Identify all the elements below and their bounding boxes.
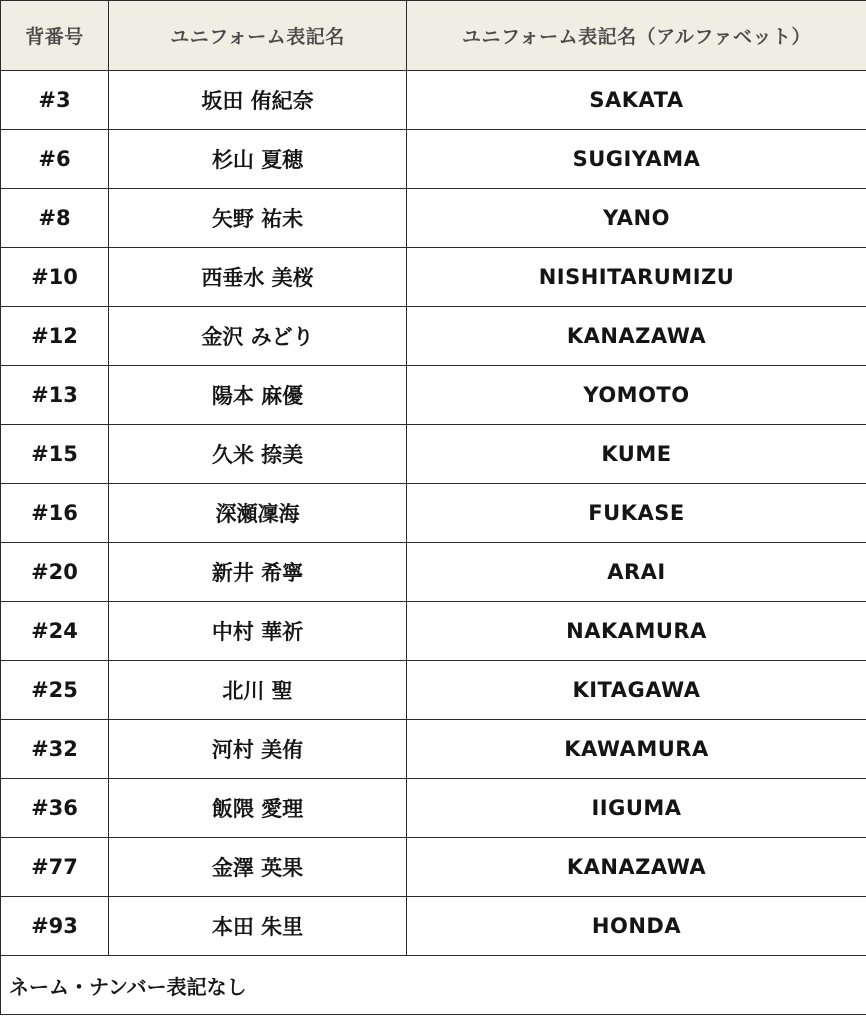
- cell-number: #15: [1, 425, 109, 484]
- cell-alpha-name: YOMOTO: [407, 366, 866, 425]
- table-row: [1, 602, 866, 661]
- table-row: [1, 425, 866, 484]
- cell-name: 河村 美侑: [109, 720, 407, 779]
- table-footer: [1, 956, 866, 1015]
- footer-note: ネーム・ナンバー表記なし: [1, 956, 866, 1015]
- table-row: [1, 543, 866, 602]
- cell-name: 飯隈 愛理: [109, 779, 407, 838]
- cell-name: 本田 朱里: [109, 897, 407, 956]
- header-uniform-name-alpha: ユニフォーム表記名（アルファベット）: [407, 1, 866, 71]
- cell-number: #77: [1, 838, 109, 897]
- cell-alpha-name: YANO: [407, 189, 866, 248]
- table-row: [1, 838, 866, 897]
- cell-name: 北川 聖: [109, 661, 407, 720]
- cell-number: #24: [1, 602, 109, 661]
- table-header: [1, 1, 866, 71]
- cell-name: 杉山 夏穂: [109, 130, 407, 189]
- cell-alpha-name: SAKATA: [407, 71, 866, 130]
- table-row: [1, 897, 866, 956]
- table-body: [1, 71, 866, 956]
- cell-alpha-name: NAKAMURA: [407, 602, 866, 661]
- cell-number: #93: [1, 897, 109, 956]
- cell-name: 陽本 麻優: [109, 366, 407, 425]
- table-row: [1, 189, 866, 248]
- table-row: [1, 71, 866, 130]
- table-row: [1, 484, 866, 543]
- cell-name: 矢野 祐未: [109, 189, 407, 248]
- footer-row: [1, 956, 866, 1015]
- cell-name: 金沢 みどり: [109, 307, 407, 366]
- cell-number: #10: [1, 248, 109, 307]
- table-row: [1, 130, 866, 189]
- cell-name: 西垂水 美桜: [109, 248, 407, 307]
- table-row: [1, 248, 866, 307]
- cell-number: #3: [1, 71, 109, 130]
- cell-name: 深瀬凜海: [109, 484, 407, 543]
- cell-name: 金澤 英果: [109, 838, 407, 897]
- cell-alpha-name: KAWAMURA: [407, 720, 866, 779]
- cell-number: #36: [1, 779, 109, 838]
- table-row: [1, 779, 866, 838]
- cell-number: #13: [1, 366, 109, 425]
- cell-alpha-name: KANAZAWA: [407, 838, 866, 897]
- cell-name: 新井 希寧: [109, 543, 407, 602]
- header-uniform-name: ユニフォーム表記名: [109, 1, 407, 71]
- cell-alpha-name: KANAZAWA: [407, 307, 866, 366]
- header-row: [1, 1, 866, 71]
- header-number: 背番号: [1, 1, 109, 71]
- cell-alpha-name: KITAGAWA: [407, 661, 866, 720]
- cell-number: #32: [1, 720, 109, 779]
- cell-number: #6: [1, 130, 109, 189]
- cell-alpha-name: IIGUMA: [407, 779, 866, 838]
- cell-alpha-name: SUGIYAMA: [407, 130, 866, 189]
- cell-number: #8: [1, 189, 109, 248]
- cell-name: 中村 華祈: [109, 602, 407, 661]
- table-row: [1, 661, 866, 720]
- cell-alpha-name: HONDA: [407, 897, 866, 956]
- table-row: [1, 307, 866, 366]
- table-row: [1, 366, 866, 425]
- cell-number: #20: [1, 543, 109, 602]
- cell-name: 坂田 侑紀奈: [109, 71, 407, 130]
- cell-alpha-name: NISHITARUMIZU: [407, 248, 866, 307]
- cell-alpha-name: KUME: [407, 425, 866, 484]
- cell-number: #12: [1, 307, 109, 366]
- cell-number: #25: [1, 661, 109, 720]
- cell-number: #16: [1, 484, 109, 543]
- cell-alpha-name: ARAI: [407, 543, 866, 602]
- cell-alpha-name: FUKASE: [407, 484, 866, 543]
- table-row: [1, 720, 866, 779]
- cell-name: 久米 捺美: [109, 425, 407, 484]
